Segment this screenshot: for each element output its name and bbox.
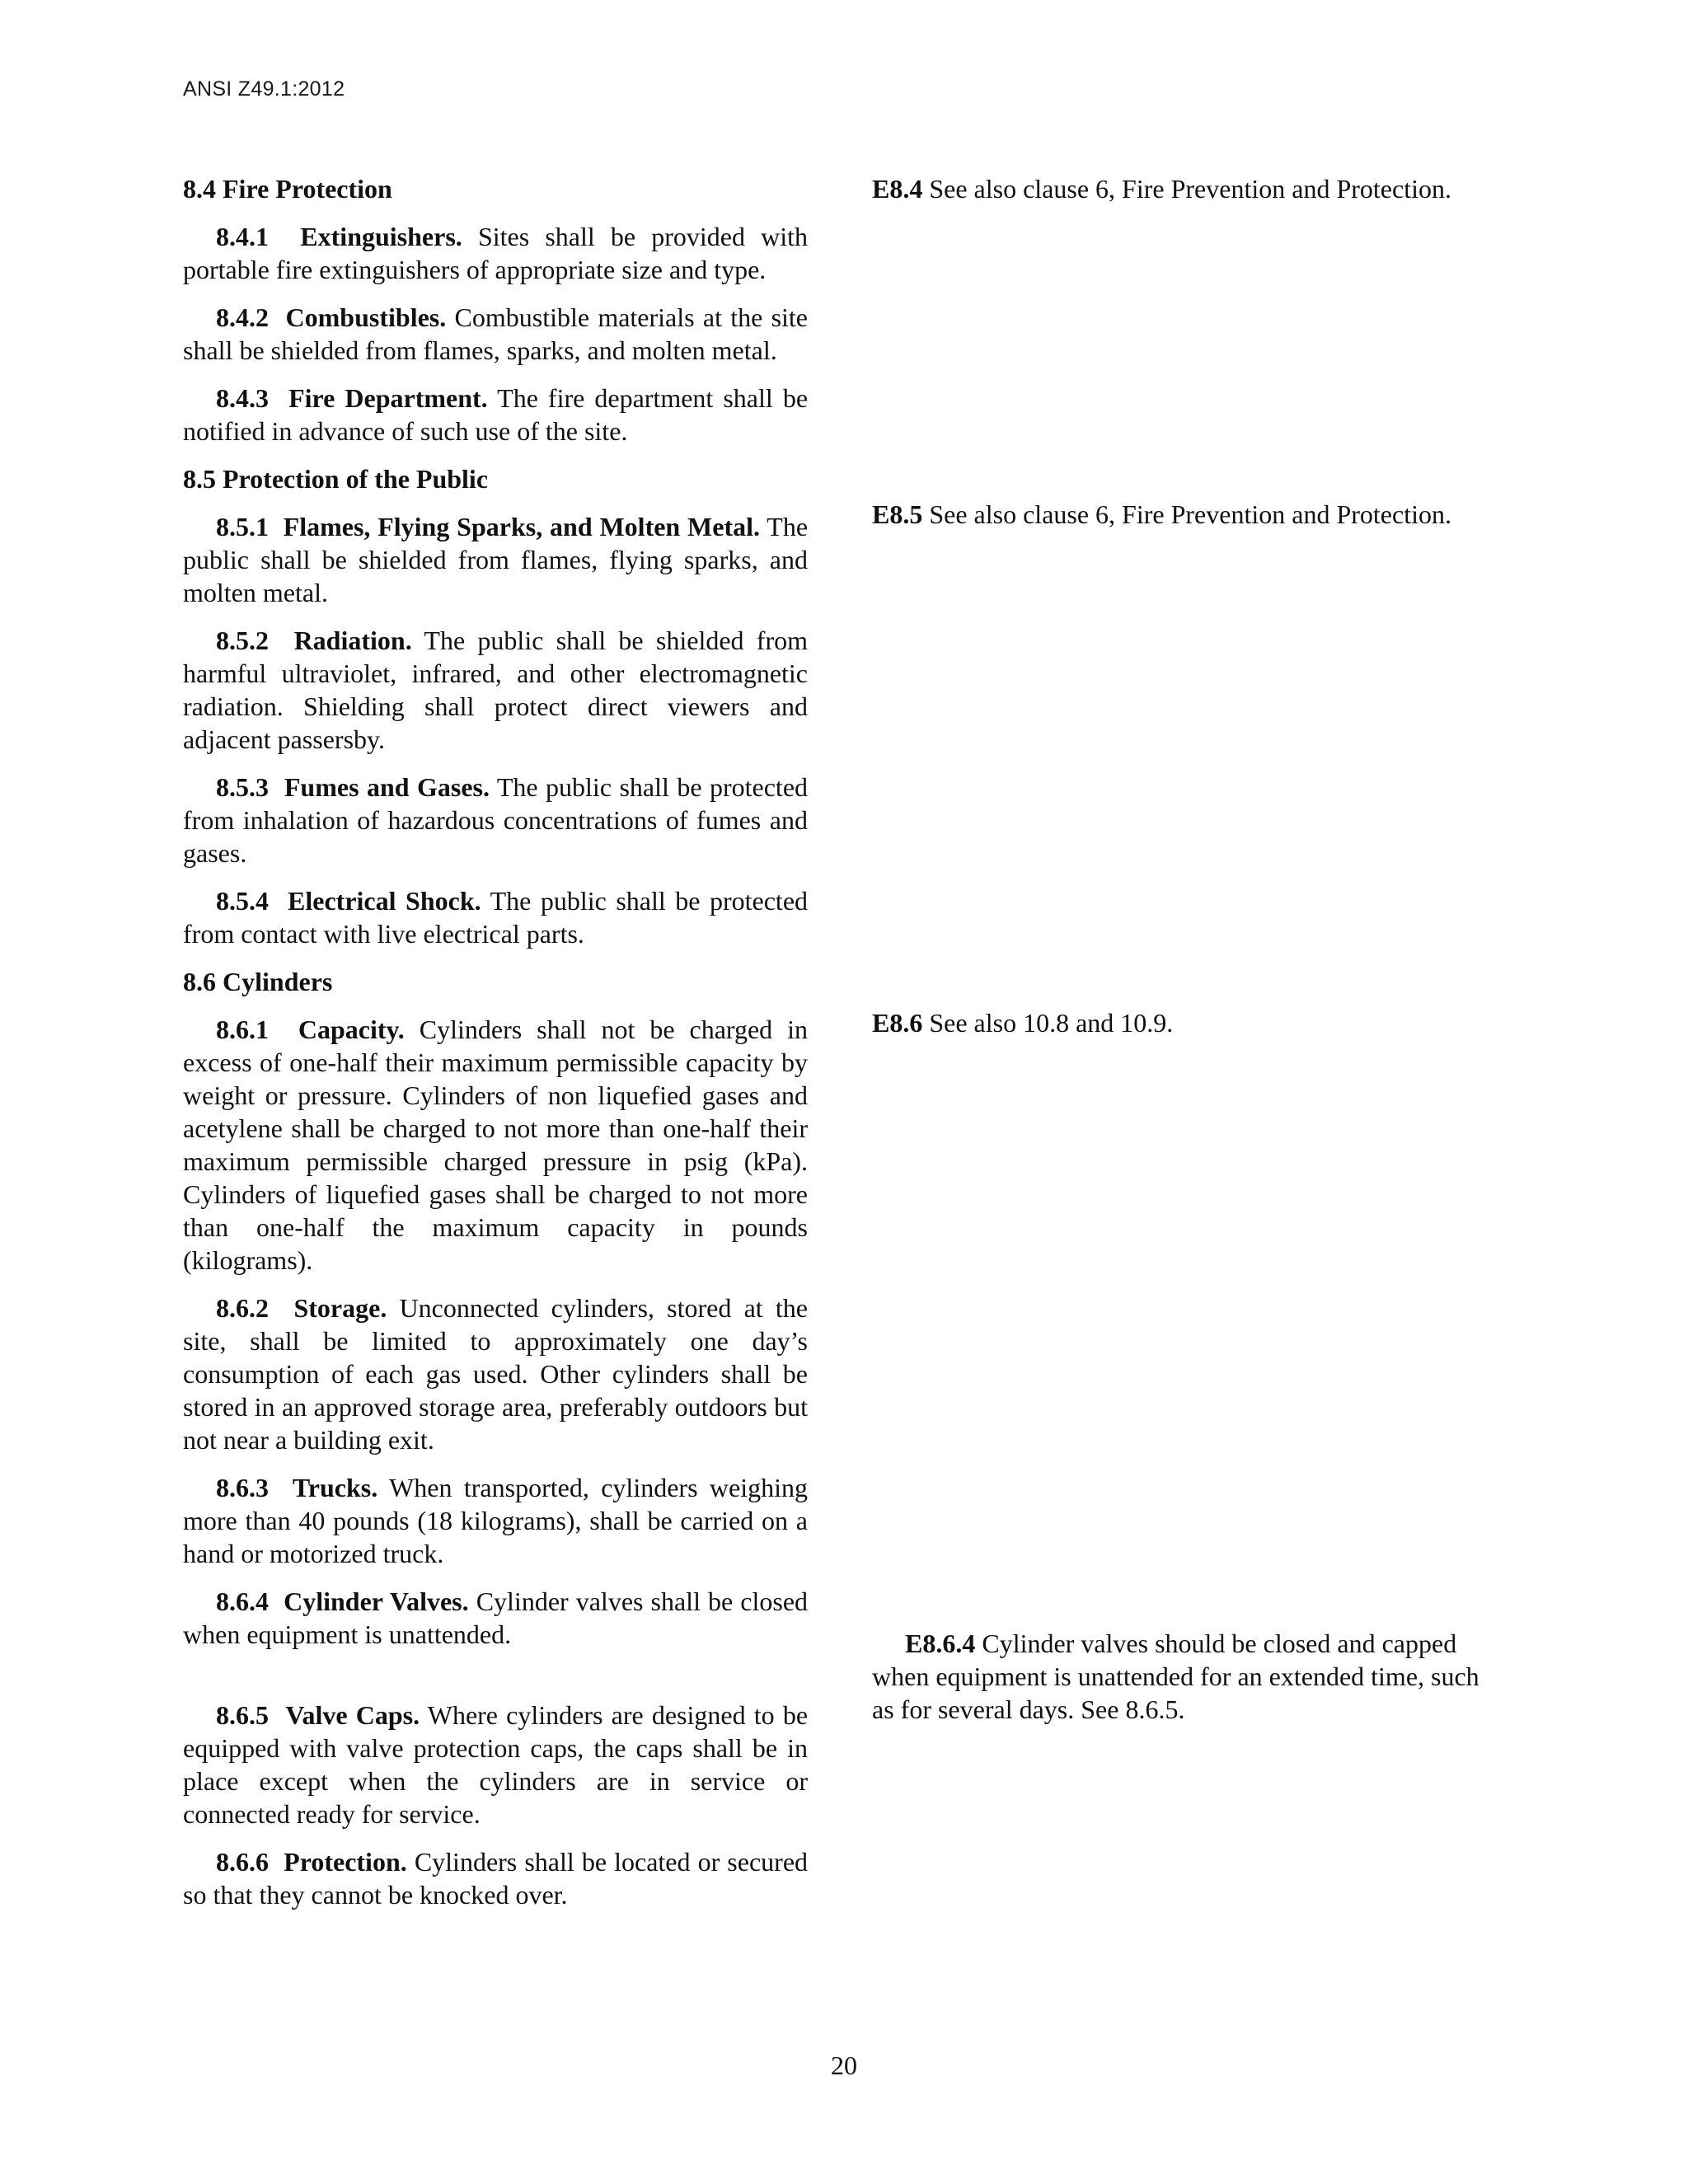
clause-text: Where cylinders are designed to be equipped with valve protection caps, the caps shall be in place except when the cylinders are in service or connected ready for service. bbox=[183, 1700, 809, 1829]
section-heading-8-6: 8.6 Cylinders bbox=[183, 967, 333, 996]
clause-number: 8.5.1 bbox=[216, 512, 269, 541]
clause-number: 8.6.5 bbox=[216, 1700, 269, 1730]
clause-text: The public shall be protected from contact with live electrical parts. bbox=[183, 886, 809, 949]
clause-title: Trucks. bbox=[292, 1473, 378, 1502]
clause-title: Extinguishers. bbox=[300, 222, 462, 251]
main-column bbox=[183, 172, 808, 1911]
clause-number: 8.6.3 bbox=[216, 1473, 269, 1502]
clause-8-4-2 bbox=[183, 301, 808, 367]
section-heading-8-5: 8.5 Protection of the Public bbox=[183, 464, 489, 494]
note-paragraph bbox=[872, 1627, 1502, 1726]
note-label: E8.6 bbox=[872, 1008, 923, 1038]
clause-8-6-6 bbox=[183, 1845, 808, 1911]
clause-title: Capacity. bbox=[298, 1015, 405, 1044]
clause-text: When transported, cylinders weighing more than 40 pounds (18 kilograms), shall be carried on a hand or motorized truck. bbox=[183, 1473, 809, 1568]
section-heading-8-4: 8.4 Fire Protection bbox=[183, 174, 392, 204]
clause-8-6-1 bbox=[183, 1013, 808, 1277]
clause-number: 8.6.1 bbox=[216, 1015, 269, 1044]
running-header: ANSI Z49.1:2012 bbox=[183, 77, 345, 101]
explanatory-note-e8-6-4 bbox=[872, 1627, 1502, 1726]
note-label: E8.4 bbox=[872, 174, 923, 204]
note-text: See also 10.8 and 10.9. bbox=[929, 1008, 1174, 1038]
clause-number: 8.4.2 bbox=[216, 302, 269, 332]
clause-number: 8.6.6 bbox=[216, 1847, 269, 1877]
clause-8-5-3 bbox=[183, 771, 808, 869]
clause-title: Flames, Flying Sparks, and Molten Metal. bbox=[283, 512, 761, 541]
clause-title: Cylinder Valves. bbox=[284, 1586, 469, 1616]
clause-title: Valve Caps. bbox=[285, 1700, 420, 1730]
clause-title: Protection. bbox=[284, 1847, 407, 1877]
clause-8-6-2 bbox=[183, 1291, 808, 1456]
note-label: E8.6.4 bbox=[905, 1629, 976, 1658]
clause-text: Combustible materials at the site shall be shielded from flames, sparks, and molten metal. bbox=[183, 302, 809, 365]
clause-number: 8.6.4 bbox=[216, 1586, 269, 1616]
clause-text: The fire department shall be notified in advance of such use of the site. bbox=[183, 383, 809, 446]
clause-title: Radiation. bbox=[293, 626, 412, 655]
explanatory-note-e8-4 bbox=[872, 172, 1502, 205]
clause-text: The public shall be shielded from harmful ultraviolet, infrared, and other electromagnetic radiation. Shielding shall protect direct viewers and adjacent passersby. bbox=[183, 626, 809, 754]
clause-8-6-3 bbox=[183, 1471, 808, 1570]
page-number: 20 bbox=[831, 2050, 857, 2080]
clause-number: 8.5.3 bbox=[216, 772, 269, 802]
note-text: See also clause 6, Fire Prevention and Protection. bbox=[929, 174, 1451, 204]
explanatory-note-e8-5 bbox=[872, 498, 1502, 531]
clause-text: Cylinders shall be located or secured so that they cannot be knocked over. bbox=[183, 1847, 809, 1910]
clause-text: Unconnected cylinders, stored at the site, shall be limited to approximately one day’s consumption of each gas used. Other cylinders shall be stored in an approved storage area, preferably outdoors but not near a building exit. bbox=[183, 1293, 808, 1455]
clause-number: 8.6.2 bbox=[216, 1293, 269, 1323]
clause-8-4-1 bbox=[183, 220, 808, 286]
clause-number: 8.5.2 bbox=[216, 626, 269, 655]
clause-text: Sites shall be provided with portable fire extinguishers of appropriate size and type. bbox=[183, 222, 809, 284]
note-text: Cylinder valves should be closed and capped when equipment is unattended for an extended time, such as for several days. See 8.6.5. bbox=[872, 1629, 1479, 1724]
explanatory-note-e8-6 bbox=[872, 1006, 1502, 1039]
clause-number: 8.5.4 bbox=[216, 886, 269, 916]
clause-number: 8.4.3 bbox=[216, 383, 269, 413]
clause-text: Cylinders shall not be charged in excess of one-half their maximum permissible capacity by weight or pressure. Cylinders of non liquefied gases and acetylene shall be charged to not more than one-half their maximum permissible charged pressure in psig (kPa). Cylinders of liquefied gases shall be charged to not more than one-half the maximum capacity in pounds (kilograms). bbox=[183, 1015, 809, 1275]
clause-number: 8.4.1 bbox=[216, 222, 269, 251]
clause-8-5-1 bbox=[183, 510, 808, 609]
note-text: See also clause 6, Fire Prevention and Protection. bbox=[929, 499, 1451, 529]
clause-8-5-2 bbox=[183, 624, 808, 756]
clause-text: The public shall be protected from inhalation of hazardous concentrations of fumes and gases. bbox=[183, 772, 809, 868]
note-label: E8.5 bbox=[872, 499, 923, 529]
clause-title: Electrical Shock. bbox=[288, 886, 481, 916]
clause-8-5-4 bbox=[183, 884, 808, 950]
clause-title: Combustibles. bbox=[285, 302, 447, 332]
clause-8-6-5 bbox=[183, 1699, 808, 1830]
clause-text: The public shall be shielded from flames, flying sparks, and molten metal. bbox=[183, 512, 809, 607]
clause-title: Fumes and Gases. bbox=[284, 772, 490, 802]
clause-text: Cylinder valves shall be closed when equipment is unattended. bbox=[183, 1586, 809, 1649]
clause-8-6-4 bbox=[183, 1585, 808, 1651]
clause-8-4-3 bbox=[183, 382, 808, 448]
clause-title: Storage. bbox=[293, 1293, 387, 1323]
clause-title: Fire Department. bbox=[288, 383, 488, 413]
